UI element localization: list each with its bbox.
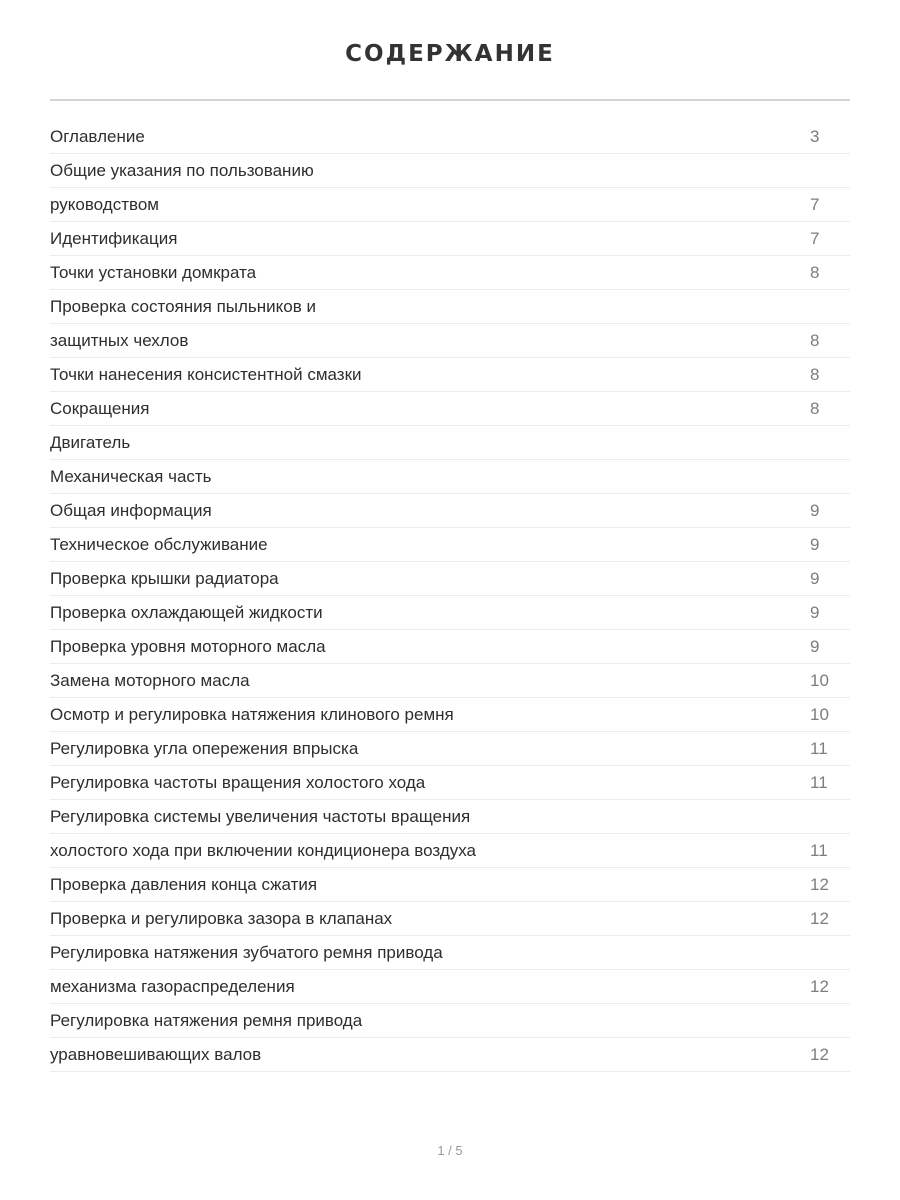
toc-entry (50, 188, 850, 222)
toc-entry-title: Проверка давления конца сжатия (50, 875, 318, 894)
toc-entry-page: 9 (810, 602, 820, 622)
toc-entry-page: 12 (810, 1044, 829, 1064)
toc-entry-page: 9 (810, 568, 820, 588)
toc-entry-title: Регулировка угла опережения впрыска (50, 739, 359, 758)
toc-entry-page: 9 (810, 636, 820, 656)
toc-entry-title: уравновешивающих валов (50, 1045, 262, 1064)
toc-entry (50, 426, 850, 460)
toc-entry-page: 11 (810, 738, 828, 758)
page-indicator: 1 / 5 (437, 1143, 463, 1158)
toc-entry (50, 766, 850, 800)
toc-entry-page: 3 (810, 126, 820, 146)
toc-entry-title: Проверка крышки радиатора (50, 569, 279, 588)
toc-entry-page: 9 (810, 500, 820, 520)
toc-entry-title: Оглавление (50, 127, 145, 146)
toc-entry-title: Идентификация (50, 229, 178, 248)
toc-entry-page: 7 (810, 228, 820, 248)
toc-entry (50, 1004, 850, 1038)
toc-entry-page: 12 (810, 874, 829, 894)
toc-entry-page: 12 (810, 908, 829, 928)
toc-entry-title: Осмотр и регулировка натяжения клинового ремня (50, 705, 454, 724)
toc-entry-page: 11 (810, 772, 828, 792)
toc-entry-title: Замена моторного масла (50, 671, 250, 690)
toc-entry-page: 8 (810, 398, 820, 418)
toc-entry-title: Регулировка натяжения зубчатого ремня привода (50, 943, 443, 962)
toc-entry-title: Регулировка натяжения ремня привода (50, 1011, 363, 1030)
toc-entry-title: Сокращения (50, 399, 150, 418)
toc-entry-page: 11 (810, 840, 828, 860)
toc-entry (50, 460, 850, 494)
toc-entry (50, 494, 850, 528)
toc-entry (50, 392, 850, 426)
toc-entry (50, 358, 850, 392)
toc-entry-page: 8 (810, 364, 820, 384)
toc-entry-title: Регулировка частоты вращения холостого хода (50, 773, 426, 792)
toc-entry-title: руководством (50, 195, 159, 214)
toc-entry (50, 324, 850, 358)
toc-entry-title: Общие указания по пользованию (50, 161, 314, 180)
toc-entry-title: Техническое обслуживание (50, 535, 268, 554)
toc-entry-page: 8 (810, 262, 820, 282)
toc-entry (50, 222, 850, 256)
toc-entry (50, 290, 850, 324)
toc-entry (50, 256, 850, 290)
toc-entry (50, 630, 850, 664)
title-divider (50, 99, 850, 101)
toc-entry (50, 936, 850, 970)
toc-entry (50, 834, 850, 868)
toc-entry (50, 732, 850, 766)
toc-entry-title: Проверка и регулировка зазора в клапанах (50, 909, 393, 928)
toc-entry-page: 10 (810, 704, 829, 724)
toc-entry-title: Двигатель (50, 433, 131, 452)
toc-entry (50, 154, 850, 188)
toc-entry-title: холостого хода при включении кондиционера воздуха (50, 841, 477, 860)
page-title: СОДЕРЖАНИЕ (345, 41, 555, 67)
toc-entry-title: Общая информация (50, 501, 212, 520)
toc-entry-title: Точки установки домкрата (50, 263, 257, 282)
toc-entry (50, 664, 850, 698)
toc-entry (50, 596, 850, 630)
toc-entry-title: Проверка состояния пыльников и (50, 297, 316, 316)
toc-entry-page: 12 (810, 976, 829, 996)
toc-entry (50, 868, 850, 902)
toc-entry-title: Проверка уровня моторного масла (50, 637, 326, 656)
toc-entry-title: Точки нанесения консистентной смазки (50, 365, 362, 384)
toc-entry-page: 10 (810, 670, 829, 690)
table-of-contents (50, 120, 850, 1072)
toc-entry (50, 902, 850, 936)
toc-entry (50, 528, 850, 562)
toc-entry-title: Механическая часть (50, 467, 212, 486)
toc-entry (50, 800, 850, 834)
toc-entry-page: 9 (810, 534, 820, 554)
toc-entry-title: защитных чехлов (50, 331, 189, 350)
toc-entry (50, 698, 850, 732)
toc-entry-title: Проверка охлаждающей жидкости (50, 603, 323, 622)
toc-entry-title: механизма газораспределения (50, 977, 295, 996)
toc-entry (50, 562, 850, 596)
toc-entry (50, 970, 850, 1004)
toc-entry (50, 1038, 850, 1072)
toc-entry-page: 8 (810, 330, 820, 350)
toc-entry-page: 7 (810, 194, 820, 214)
toc-entry (50, 120, 850, 154)
toc-entry-title: Регулировка системы увеличения частоты вращения (50, 807, 471, 826)
